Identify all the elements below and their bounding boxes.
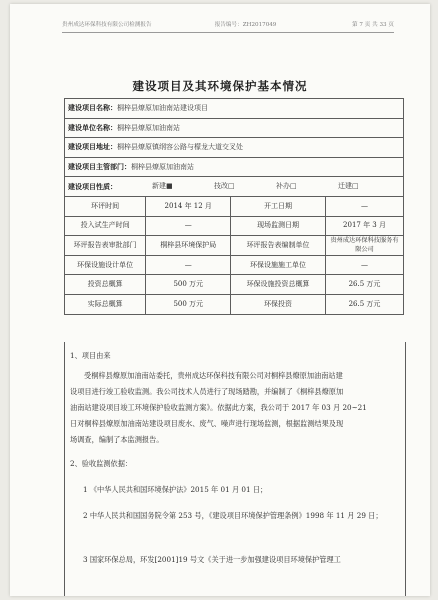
section-1-line: 受桐梓县燎原加油南站委托，贵州成达环保科技有限公司对桐梓县燎原加油南站建	[84, 371, 343, 380]
grid-cell: 26.5 万元	[326, 275, 404, 295]
project-name-label: 建设项目名称：	[68, 103, 117, 113]
grid-cell: 环保投资	[231, 294, 326, 314]
grid-cell: 环评报告表编制单位	[231, 236, 326, 256]
row-authority	[65, 157, 404, 177]
grid-cell: 26.5 万元	[326, 294, 404, 314]
grid-cell: 2017 年 3 月	[326, 216, 404, 236]
grid-row	[65, 196, 404, 216]
grid-cell: 环保设施设计单位	[65, 255, 146, 275]
grid-cell: 500 万元	[146, 294, 231, 314]
row-project-name	[65, 99, 404, 119]
grid-cell: —	[326, 255, 404, 275]
header-report-number: 报告编号：ZH2017049	[214, 22, 277, 28]
nature-option-relocate: 迁建□	[338, 182, 359, 191]
basis-item: 1 《中华人民共和国环境保护法》2015 年 01 月 01 日；	[83, 485, 268, 494]
row-unit-name	[65, 118, 404, 138]
address-label: 建设项目地址：	[68, 142, 117, 152]
grid-row	[65, 236, 404, 256]
grid-cell: 投资总概算	[65, 275, 146, 295]
section-1-line: 日对桐梓县燎原加油南站建设项目废水、废气、噪声进行现场监测，根据监测结果及现	[70, 419, 344, 428]
grid-cell: —	[146, 216, 231, 236]
grid-cell: —	[326, 196, 404, 216]
row-address	[65, 138, 404, 158]
document-page	[10, 4, 430, 596]
nature-option-new: 新建■	[152, 182, 173, 191]
grid-cell: 开工日期	[231, 196, 326, 216]
section-1-line: 设项目进行竣工验收监测。我公司技术人员进行了现场踏勘，并编制了《桐梓县燎原加	[70, 387, 344, 396]
report-body	[64, 342, 406, 596]
grid-cell: 环评时间	[65, 196, 146, 216]
nature-label: 建设项目性质：	[68, 182, 117, 192]
unit-name-value: 桐梓县燎原加油南站	[117, 123, 180, 132]
grid-row	[65, 275, 404, 295]
section-1-line: 油南站建设项目竣工环境保护验收监测方案》。依据此方案，我公司于 2017 年 03 月 20~21	[70, 403, 367, 412]
grid-cell: 投入试生产时间	[65, 216, 146, 236]
grid-cell: 2014 年 12 月	[146, 196, 231, 216]
page-title: 建设项目及其环境保护基本情况	[132, 79, 308, 93]
grid-row	[65, 294, 404, 314]
unit-name-label: 建设单位名称：	[68, 122, 117, 132]
grid-cell: 贵州成达环保科技服务有限公司	[326, 236, 404, 256]
address-value: 桐梓县燎原镇纲容公路与檬龙大道交叉处	[117, 143, 243, 152]
project-info-table	[64, 98, 404, 315]
grid-cell: 现场监测日期	[231, 216, 326, 236]
nature-option-supplement: 补办□	[276, 182, 297, 191]
grid-row	[65, 216, 404, 236]
section-1-line: 场调查，编制了本监测报告。	[70, 435, 164, 444]
grid-cell: 环评报告表审批部门	[65, 236, 146, 256]
authority-value: 桐梓县燎原加油南站	[131, 163, 194, 172]
grid-row	[65, 255, 404, 275]
grid-cell: 环保设施施工单位	[231, 255, 326, 275]
project-name-value: 桐梓县燎原加油南站建设项目	[117, 104, 208, 113]
authority-label: 建设项目主管部门：	[68, 162, 131, 172]
grid-cell: 500 万元	[146, 275, 231, 295]
grid-cell: —	[146, 255, 231, 275]
section-1-title: 1、项目由来	[70, 351, 111, 360]
nature-option-upgrade: 技改□	[214, 182, 235, 191]
section-2-title: 2、验收监测依据：	[70, 459, 133, 468]
grid-cell: 实际总概算	[65, 294, 146, 314]
grid-cell: 桐梓县环境保护局	[146, 236, 231, 256]
basis-item: 3 国家环保总局，环发[2001]19 号文《关于进一步加强建设项目环境保护管理工	[83, 555, 341, 564]
page-header	[62, 20, 394, 33]
header-page-number: 第 7 页 共 33 页	[352, 22, 394, 28]
grid-cell: 环保设施投资总概算	[231, 275, 326, 295]
basis-item: 2 中华人民共和国国务院令第 253 号，《建设项目环境保护管理条例》1998 年 11 月 29 日；	[83, 511, 383, 520]
header-company: 贵州成达环保科技有限公司检测报告	[62, 22, 152, 28]
row-nature	[65, 177, 404, 197]
